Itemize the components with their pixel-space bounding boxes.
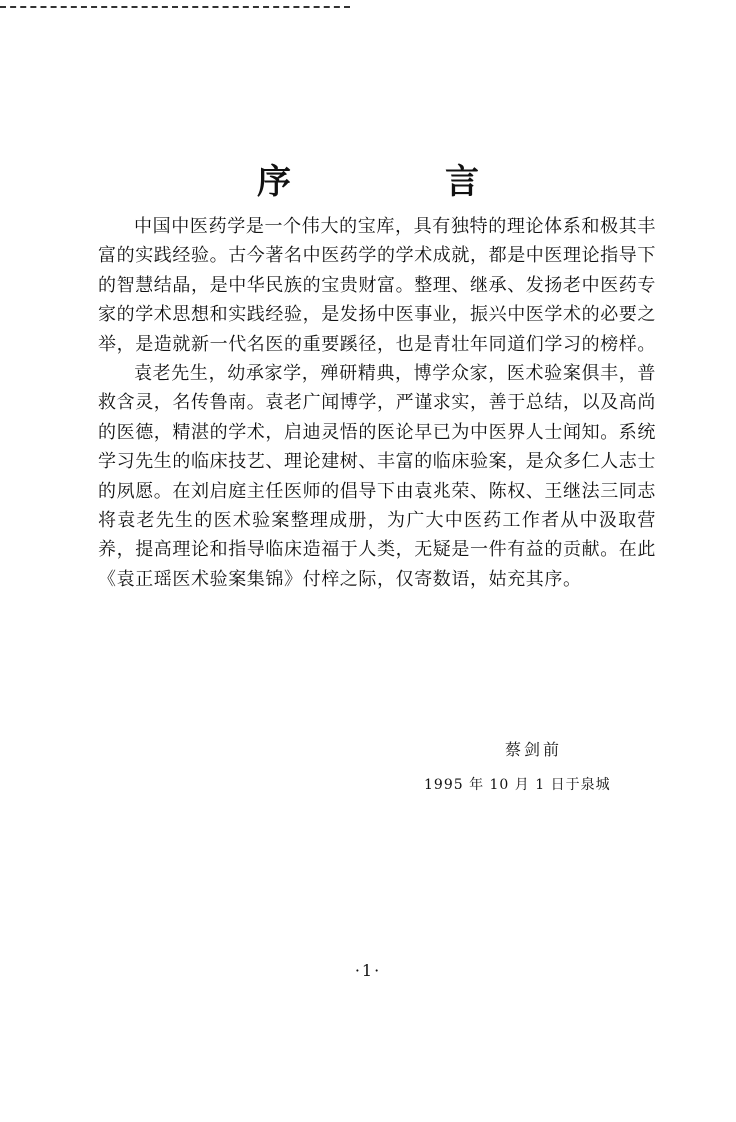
paragraph: 中国中医药学是一个伟大的宝库，具有独特的理论体系和极其丰富的实践经验。古今著名中医药学的学术成就，都是中医理论指导下的智慧结晶，是中华民族的宝贵财富。整理、继承、发扬老中医药专家的学术思想和实践经验，是发扬中医事业，振兴中医学术的必要之举，是造就新一代名医的重要蹊径，也是青壮年同道们学习的榜样。 xyxy=(98,216,656,355)
page-title: 序 言 xyxy=(257,162,539,202)
signature-date: 1995 年 10 月 1 日于泉城 xyxy=(424,777,611,793)
preface-body xyxy=(98,212,656,594)
signature-author: 蔡剑前 xyxy=(505,740,563,759)
page-number: ·1· xyxy=(354,961,382,980)
paragraph: 袁老先生，幼承家学，殚研精典，博学众家，医术验案俱丰，普救含灵，名传鲁南。袁老广闻博学，严谨求实，善于总结，以及高尚的医德，精湛的学术，启迪灵悟的医论早已为中医界人士闻知。系统学习先生的临床技艺、理论建树、丰富的临床验案，是众多仁人志士的夙愿。在刘启庭主任医师的倡导下由袁兆荣、陈权、王继法三同志将袁老先生的医术验案整理成册，为广大中医药工作者从中汲取营养，提高理论和指导临床造福于人类，无疑是一件有益的贡献。在此《袁正瑶医术验案集锦》付梓之际，仅寄数语，姑充其序。 xyxy=(98,363,656,590)
top-dashed-rule xyxy=(0,6,350,8)
